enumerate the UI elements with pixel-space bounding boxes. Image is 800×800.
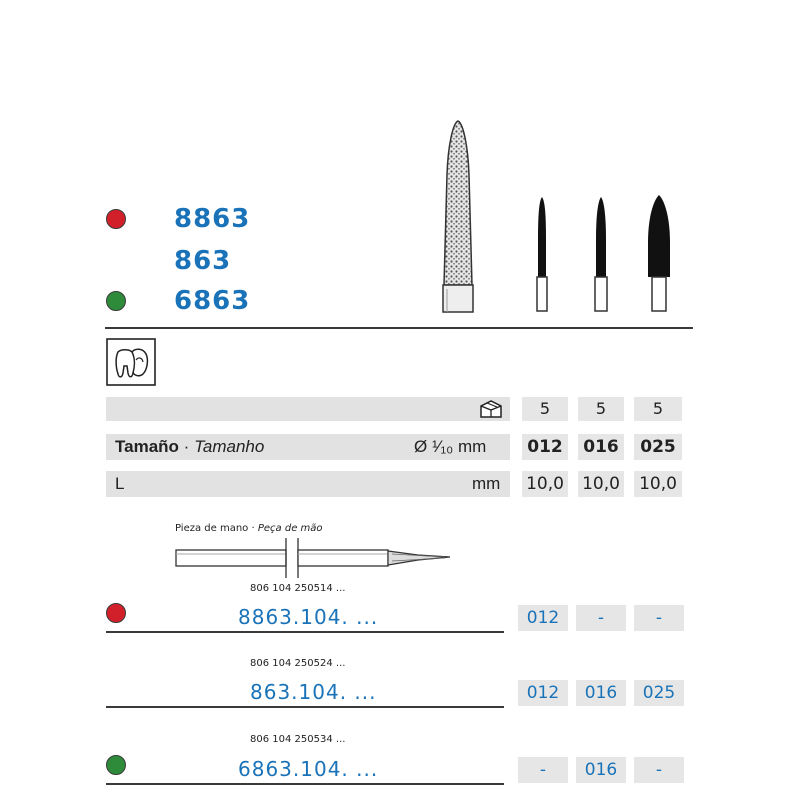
order-3-size-012[interactable]: - <box>518 757 568 783</box>
handpiece-caption-es: Pieza de mano <box>175 523 249 534</box>
length-unit: mm <box>472 474 501 493</box>
length-025: 10,0 <box>634 471 682 497</box>
order-ref-1: 806 104 250514 ... <box>250 583 346 594</box>
product-code-8863: 8863 <box>174 204 251 234</box>
size-label-pt: Tamanho <box>194 437 265 456</box>
length-row <box>106 471 510 497</box>
order-1-size-012[interactable]: 012 <box>518 605 568 631</box>
package-row <box>106 397 510 421</box>
order-divider-3 <box>106 783 504 785</box>
bur-illustration <box>420 115 500 320</box>
package-icon <box>478 398 504 420</box>
order-1-size-025[interactable]: - <box>634 605 684 631</box>
order-2-size-012[interactable]: 012 <box>518 680 568 706</box>
order-ref-2: 806 104 250524 ... <box>250 658 346 669</box>
package-qty-012: 5 <box>522 397 568 421</box>
order-3-size-025[interactable]: - <box>634 757 684 783</box>
order-number-1: 8863.104. ... <box>238 605 379 629</box>
size-label <box>115 437 264 457</box>
handpiece-caption <box>175 523 323 534</box>
order-divider-2 <box>106 706 504 708</box>
handpiece-shank-drawing <box>170 536 455 580</box>
silhouette-012 <box>530 195 554 315</box>
size-025: 025 <box>634 434 682 460</box>
product-code-863: 863 <box>174 246 232 276</box>
length-label: L <box>115 474 125 493</box>
order-number-2: 863.104. ... <box>250 680 377 704</box>
handpiece-caption-sep: · <box>251 523 255 534</box>
silhouette-025 <box>643 193 675 315</box>
header-divider <box>105 327 693 329</box>
order-divider-1 <box>106 631 504 633</box>
size-unit: Ø ¹⁄₁₀ mm <box>414 437 487 456</box>
silhouette-016 <box>589 195 613 315</box>
green-indicator-dot <box>106 755 126 775</box>
order-1-size-016[interactable]: - <box>576 605 626 631</box>
package-qty-025: 5 <box>634 397 682 421</box>
red-indicator-dot <box>106 209 126 229</box>
order-3-size-016[interactable]: 016 <box>576 757 626 783</box>
order-number-3: 6863.104. ... <box>238 757 379 781</box>
size-label-es: Tamaño <box>115 437 179 456</box>
size-012: 012 <box>522 434 568 460</box>
green-indicator-dot <box>106 291 126 311</box>
size-016: 016 <box>578 434 624 460</box>
order-2-size-016[interactable]: 016 <box>576 680 626 706</box>
product-code-6863: 6863 <box>174 286 251 316</box>
size-label-sep: · <box>183 437 190 456</box>
tooth-icon <box>106 338 156 386</box>
length-016: 10,0 <box>578 471 624 497</box>
handpiece-caption-pt: Peça de mão <box>257 523 323 534</box>
order-2-size-025[interactable]: 025 <box>634 680 684 706</box>
red-indicator-dot <box>106 603 126 623</box>
package-qty-016: 5 <box>578 397 624 421</box>
order-ref-3: 806 104 250534 ... <box>250 734 346 745</box>
length-012: 10,0 <box>522 471 568 497</box>
